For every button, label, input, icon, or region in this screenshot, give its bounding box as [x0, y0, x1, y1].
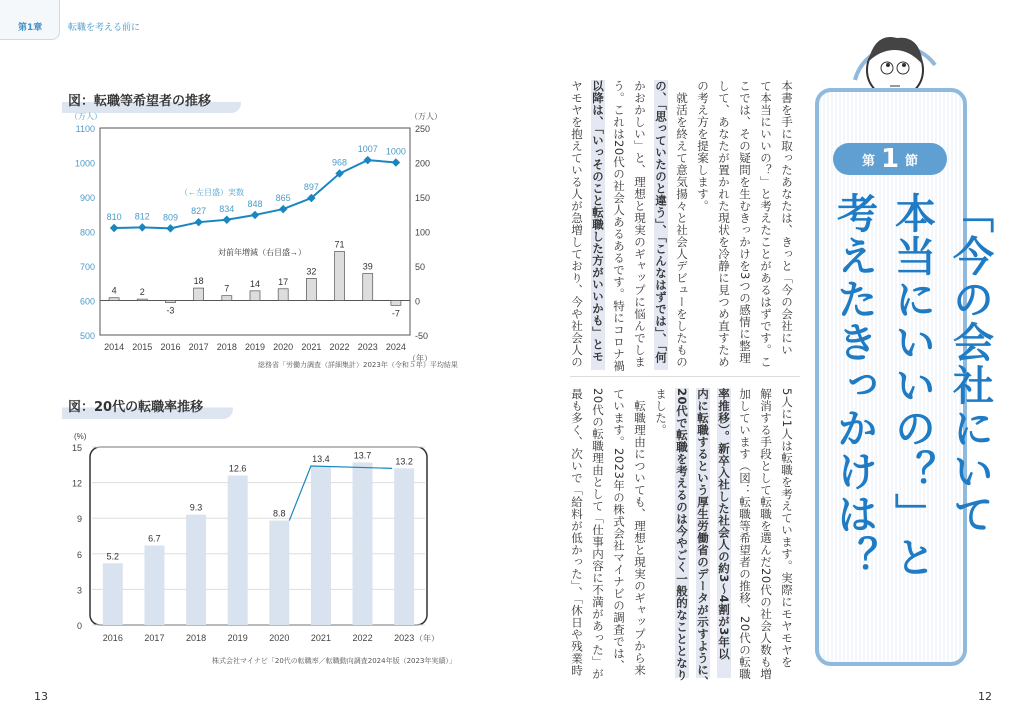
x-tick: 2015	[132, 342, 153, 352]
divider	[570, 376, 800, 377]
bar	[109, 298, 119, 301]
x-tick: 2023	[357, 342, 378, 352]
x-tick: 2022	[329, 342, 350, 352]
text-column: して、あなたが置かれた現状を冷静に見つめ直すため	[717, 80, 731, 368]
x-tick: 2021	[310, 633, 331, 643]
body-text-bottom	[566, 388, 797, 688]
text-column: 内に転職するという厚生労働省のデータが示すように、	[692, 388, 713, 678]
section-suffix: 節	[905, 153, 919, 169]
text-column: 5人に1人は転職を考えています。実際にモヤモヤを	[780, 388, 794, 668]
bar-label: 4	[111, 285, 117, 296]
bar	[228, 475, 248, 625]
line-point	[110, 224, 118, 232]
line-point	[194, 218, 202, 226]
x-tick: 2019	[227, 633, 248, 643]
x-tick: 2021	[301, 342, 322, 352]
y-tick: 3	[76, 585, 82, 596]
x-unit: （年）	[408, 354, 432, 363]
legend-line: （←左目盛）実数	[180, 188, 244, 197]
y-tick-right: 50	[415, 262, 426, 272]
chapter-title: 転職を考える前に	[68, 23, 141, 33]
bar-label: 13.2	[395, 456, 413, 467]
bar-label: 12.6	[228, 463, 247, 474]
text-column: 率推移）。新卒入社した社会人の約3〜4割が3年以	[713, 388, 734, 678]
line-label: 1007	[357, 144, 378, 155]
x-unit: （年）	[415, 634, 439, 643]
line-label: 1000	[385, 146, 406, 157]
text-column: う。これは20代の社会人あるあるです。特にコロナ禍	[612, 80, 626, 372]
line-point	[279, 205, 287, 213]
text-column: 転職理由についても、理想と現実のギャップから来	[633, 388, 647, 676]
section-badge	[833, 143, 947, 175]
y-tick-right: 250	[415, 124, 431, 134]
bar-label: 71	[334, 239, 345, 250]
text-column: 20代の転職理由として「仕事内容に不満があった」が	[591, 388, 605, 680]
text-column: 以降は、「いっそのこと転職した方がいいかも」とモ	[587, 80, 608, 370]
y-tick: 15	[71, 443, 82, 453]
text-column: 本書を手に取ったあなたは、きっと「今の会社にい	[780, 80, 794, 356]
x-tick: 2018	[216, 342, 237, 352]
bar	[250, 291, 260, 301]
bar-label: 14	[249, 278, 261, 289]
trend-arrow	[289, 466, 392, 521]
x-tick: 2014	[104, 342, 125, 352]
bar	[278, 289, 288, 301]
bar-label: 6.7	[148, 533, 161, 544]
twenties-turnover-rate-chart	[60, 425, 460, 645]
page-number-left: 13	[34, 690, 48, 703]
bar	[194, 288, 204, 300]
x-tick: 2019	[244, 342, 266, 352]
page-number-right: 12	[978, 690, 992, 703]
line-point	[251, 211, 259, 219]
text-column: かおかしい」と、理想と現実のギャップに悩んでしま	[633, 80, 647, 368]
bar-label: -7	[391, 308, 400, 319]
line-point	[223, 216, 231, 224]
x-tick: 2022	[352, 633, 373, 643]
bar	[306, 278, 316, 300]
bar	[391, 301, 401, 306]
bar	[103, 563, 123, 625]
bar	[335, 252, 345, 301]
text-column: ました。	[654, 388, 668, 436]
line-label: 812	[134, 211, 150, 222]
line-label: 968	[332, 157, 348, 168]
y-tick-right: 100	[415, 227, 431, 238]
line-point	[392, 158, 400, 166]
y-tick-left: 1100	[75, 124, 95, 134]
y-label-left: （万人）	[70, 112, 102, 121]
bar	[363, 274, 373, 301]
bar	[137, 299, 147, 300]
y-tick-left: 1000	[74, 158, 95, 169]
y-tick-left: 900	[79, 193, 95, 203]
x-tick: 2023	[394, 633, 415, 643]
y-tick-left: 700	[79, 262, 95, 272]
x-tick: 2016	[102, 633, 123, 643]
y-tick: 12	[71, 478, 82, 489]
line-point	[363, 156, 371, 164]
line-label: 848	[247, 198, 263, 209]
bar-label: 32	[306, 266, 317, 277]
bar	[311, 466, 331, 625]
text-column: 加しています（図：転職等希望者の推移、20代の転職	[738, 388, 752, 680]
bar	[165, 301, 175, 303]
x-tick: 2017	[188, 342, 209, 352]
section-title-line-3: 考えたきっかけは？	[830, 192, 878, 579]
bar	[394, 468, 414, 625]
text-column: 就活を終えて意気揚々と社会人デビューをしたもの	[675, 80, 689, 368]
bar-label: 18	[193, 276, 204, 287]
bar	[353, 462, 373, 625]
y-tick: 9	[76, 514, 82, 525]
x-tick: 2024	[385, 342, 406, 352]
x-tick: 2016	[160, 342, 181, 352]
bar	[186, 515, 206, 625]
text-column: の考え方を提案します。	[696, 80, 710, 212]
line-label: 810	[106, 212, 122, 223]
plot-frame	[100, 128, 410, 335]
y-tick-left: 500	[79, 331, 95, 341]
line-point	[166, 224, 174, 232]
line-label: 865	[275, 193, 291, 204]
bar-label: -3	[166, 305, 175, 316]
y-tick-left: 600	[79, 296, 95, 307]
text-column: て本当にいいの？」と考えたことがあるはずです。こ	[759, 80, 773, 368]
legend-bar: 対前年増減（右目盛→）	[218, 248, 306, 257]
y-label-right: （万人）	[410, 112, 442, 121]
section-title-line-2: 本当にいいの？」と	[888, 192, 936, 579]
x-tick: 2017	[144, 633, 165, 643]
figure1-title: 図：転職等希望者の推移	[62, 88, 241, 113]
y-label: (%)	[74, 432, 87, 441]
section-prefix: 第	[861, 153, 875, 169]
line-label: 827	[191, 206, 207, 217]
bar-label: 5.2	[106, 551, 120, 562]
x-tick: 2018	[186, 633, 207, 643]
line-label: 809	[162, 212, 178, 223]
figure2-source: 株式会社マイナビ「20代の転職率／転職動向調査2024年版（2023年実績）」	[212, 657, 456, 665]
x-tick: 2020	[269, 633, 290, 643]
bar-label: 13.4	[312, 453, 330, 464]
text-column: ヤモヤを抱えている人が急増しており、今や社会人の	[570, 80, 584, 368]
x-tick: 2020	[273, 342, 294, 352]
figure1-source: 総務省「労働力調査（詳細集計）2023年（令和５年）平均結果	[258, 361, 458, 369]
bar-label: 7	[224, 283, 230, 294]
y-tick-right: 200	[415, 158, 431, 169]
y-tick-right: 150	[415, 193, 431, 203]
line-label: 834	[219, 203, 235, 214]
job-change-seekers-chart	[60, 105, 460, 363]
bar-label: 13.7	[353, 450, 372, 461]
text-column: こでは、その疑問を生むきっかけを3つの感情に整理	[738, 80, 752, 364]
bar	[222, 296, 232, 301]
bar	[269, 521, 289, 625]
line-point	[138, 223, 146, 231]
bar-label: 8.8	[273, 508, 286, 519]
section-title-line-1: 「今の会社にいて	[946, 192, 994, 536]
body-text-top	[566, 80, 797, 370]
bar-label: 17	[278, 276, 289, 287]
bar-label: 9.3	[189, 502, 203, 513]
bar	[144, 545, 164, 625]
y-tick-right: -50	[415, 331, 429, 341]
text-column: 20代で転職を考えるのは今やごく一般的なこととなり	[671, 388, 692, 678]
text-column: 解消する手段として転職を選んだ20代の社会人数も増	[759, 388, 773, 680]
text-column: 最も多く、次いで「給料が低かった」、「休日や残業時	[570, 388, 584, 677]
bar-label: 2	[139, 287, 145, 298]
section-title	[825, 192, 999, 652]
figure2-title: 図：20代の転職率推移	[62, 394, 233, 419]
y-tick: 0	[76, 621, 82, 631]
bar-label: 39	[362, 261, 373, 272]
y-tick: 6	[76, 549, 82, 560]
y-tick-left: 800	[79, 227, 95, 238]
section-number: 1	[880, 144, 900, 174]
y-tick-right: 0	[415, 296, 421, 307]
line-label: 897	[303, 182, 319, 193]
chapter-label: 第1章	[18, 23, 43, 33]
text-column: の、「思っていたのと違う」、「こんなはずでは」、「何	[650, 80, 671, 370]
plot-frame	[90, 447, 427, 625]
text-column: ています。2023年の株式会社マイナビの調査では、	[612, 388, 626, 672]
